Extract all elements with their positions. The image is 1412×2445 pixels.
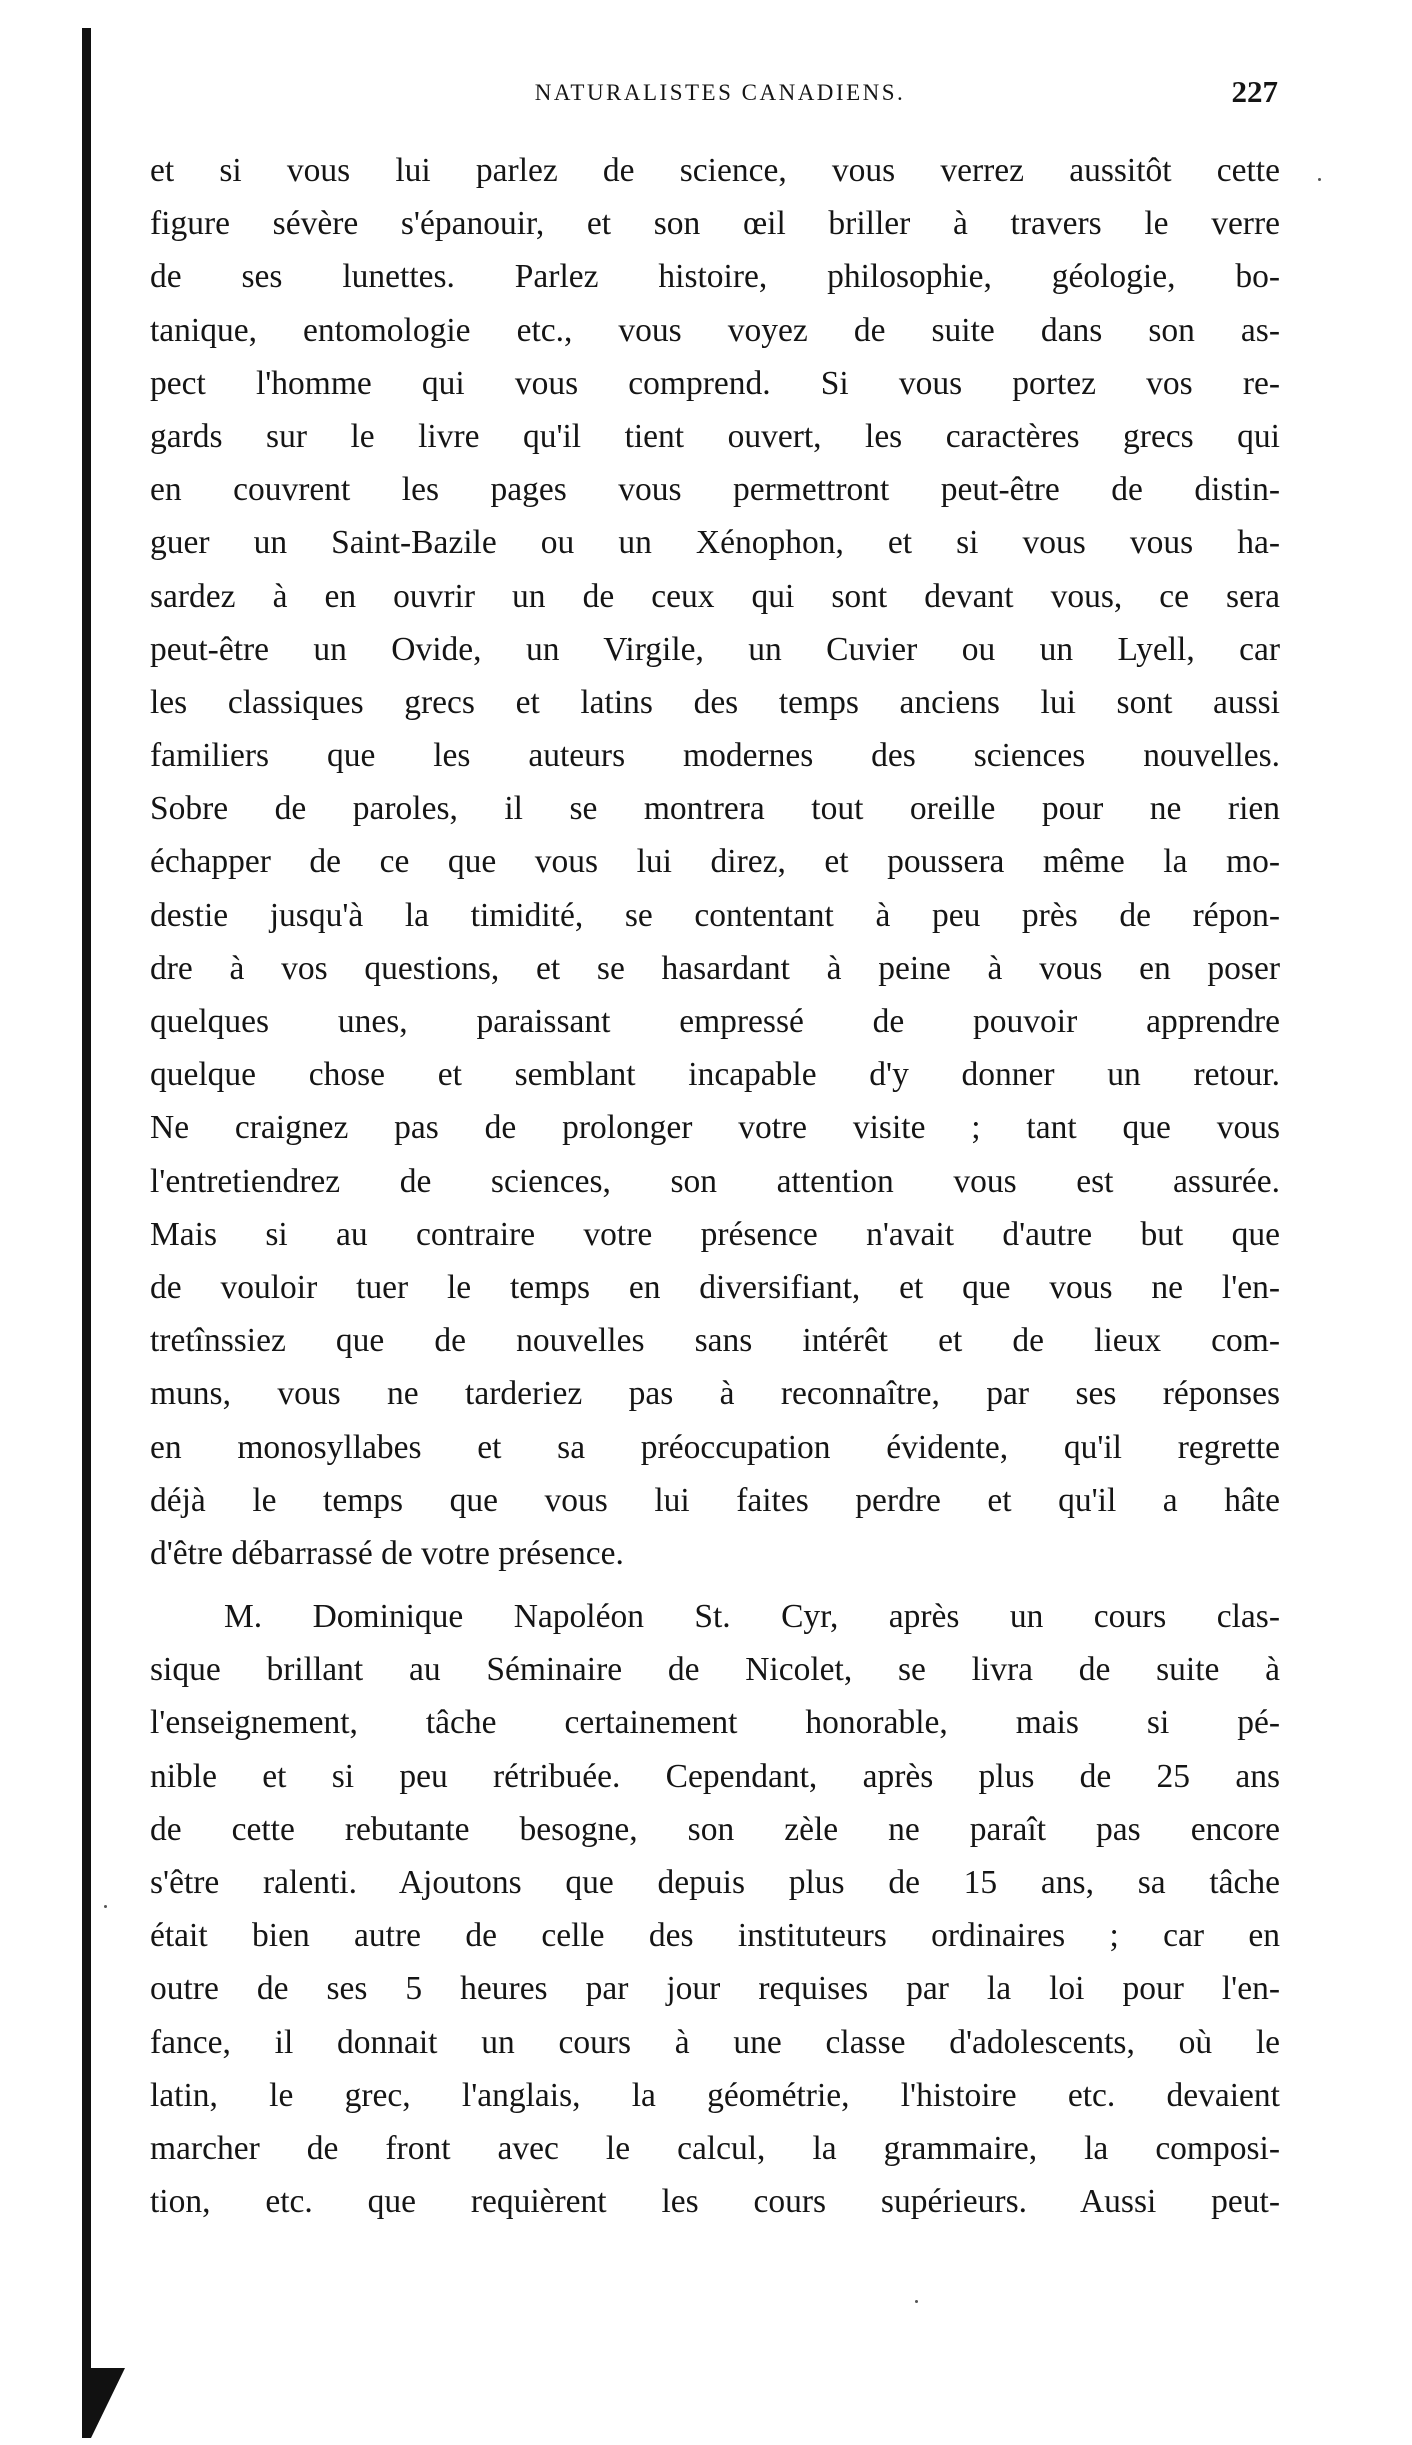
text-line: quelque chose et semblant incapable d'y donner un retour. <box>150 1056 1280 1094</box>
text-line: dre à vos questions, et se hasardant à peine à vous en poser <box>150 949 1280 987</box>
binding-edge-foot <box>82 2368 125 2438</box>
text-line: figure sévère s'épanouir, et son œil briller à travers le verre <box>150 205 1280 243</box>
text-line: marcher de front avec le calcul, la grammaire, la composi- <box>150 2129 1280 2167</box>
text-line: Ne craignez pas de prolonger votre visite ; tant que vous <box>150 1109 1280 1147</box>
text-line: fance, il donnait un cours à une classe d'adolescents, où le <box>150 2023 1280 2061</box>
scan-speck <box>104 1905 107 1908</box>
text-line: les classiques grecs et latins des temps anciens lui sont aussi <box>150 683 1280 721</box>
binding-edge <box>82 28 91 2423</box>
text-line: en monosyllabes et sa préoccupation évidente, qu'il regrette <box>150 1428 1280 1466</box>
text-line: Sobre de paroles, il se montrera tout oreille pour ne rien <box>150 790 1280 828</box>
paragraph-2 <box>150 1590 1280 2228</box>
text-line: Mais si au contraire votre présence n'avait d'autre but que <box>150 1215 1280 1253</box>
page-header <box>150 74 1290 118</box>
paragraph-gap <box>150 1580 1280 1590</box>
text-line: quelques unes, paraissant empressé de pouvoir apprendre <box>150 1003 1280 1040</box>
text-line: tretînssiez que de nouvelles sans intérêt et de lieux com- <box>150 1322 1280 1360</box>
text-line: outre de ses 5 heures par jour requises par la loi pour l'en- <box>150 1970 1280 2008</box>
text-line: guer un Saint-Bazile ou un Xénophon, et si vous vous ha- <box>150 524 1280 562</box>
text-line: l'entretiendrez de sciences, son attention vous est assurée. <box>150 1162 1280 1200</box>
text-line: en couvrent les pages vous permettront peut-être de distin- <box>150 471 1280 509</box>
text-line: nible et si peu rétribuée. Cependant, après plus de 25 ans <box>150 1757 1280 1795</box>
page-number: 227 <box>1231 74 1278 109</box>
text-line: déjà le temps que vous lui faites perdre et qu'il a hâte <box>150 1481 1280 1519</box>
text-line: échapper de ce que vous lui direz, et poussera même la mo- <box>150 843 1280 881</box>
text-line: de ses lunettes. Parlez histoire, philosophie, géologie, bo- <box>150 258 1280 296</box>
body-text <box>150 144 1280 2228</box>
scan-speck <box>915 2300 918 2303</box>
text-line: pect l'homme qui vous comprend. Si vous portez vos re- <box>150 364 1280 402</box>
text-line: s'être ralenti. Ajoutons que depuis plus de 15 ans, sa tâche <box>150 1864 1280 1901</box>
text-line: et si vous lui parlez de science, vous verrez aussitôt cette <box>150 152 1280 189</box>
text-line: de cette rebutante besogne, son zèle ne paraît pas encore <box>150 1810 1280 1848</box>
text-line: familiers que les auteurs modernes des sciences nouvelles. <box>150 737 1280 775</box>
running-title: NATURALISTES CANADIENS. <box>534 80 906 105</box>
text-line: l'enseignement, tâche certainement honorable, mais si pé- <box>150 1704 1280 1742</box>
text-line: gards sur le livre qu'il tient ouvert, les caractères grecs qui <box>150 417 1280 455</box>
text-line: muns, vous ne tarderiez pas à reconnaître, par ses réponses <box>150 1375 1280 1413</box>
scan-speck <box>1318 178 1321 181</box>
text-line: de vouloir tuer le temps en diversifiant, et que vous ne l'en- <box>150 1268 1280 1306</box>
paragraph-1 <box>150 144 1280 1580</box>
text-line: latin, le grec, l'anglais, la géométrie, l'histoire etc. devaient <box>150 2076 1280 2114</box>
text-line: M. Dominique Napoléon St. Cyr, après un cours clas- <box>224 1598 1280 1636</box>
text-line: tion, etc. que requièrent les cours supérieurs. Aussi peut- <box>150 2183 1280 2221</box>
text-line: destie jusqu'à la timidité, se contentant à peu près de répon- <box>150 896 1280 934</box>
text-line: peut-être un Ovide, un Virgile, un Cuvier ou un Lyell, car <box>150 630 1280 668</box>
text-line: d'être débarrassé de votre présence. <box>150 1534 624 1572</box>
text-line: sardez à en ouvrir un de ceux qui sont devant vous, ce sera <box>150 577 1280 615</box>
text-line: était bien autre de celle des instituteurs ordinaires ; car en <box>150 1917 1280 1955</box>
text-line: tanique, entomologie etc., vous voyez de suite dans son as- <box>150 311 1280 349</box>
text-line: sique brillant au Séminaire de Nicolet, se livra de suite à <box>150 1651 1280 1689</box>
